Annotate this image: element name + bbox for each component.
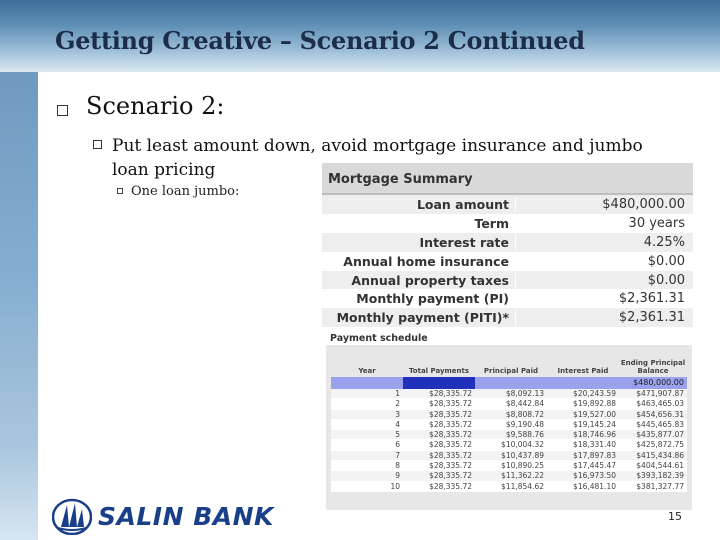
table-cell: $9,190.48 — [475, 420, 547, 430]
summary-label: Term — [474, 215, 509, 231]
table-cell: $17,897.83 — [547, 451, 619, 461]
bullet-one-loan-jumbo: One loan jumbo: — [131, 184, 240, 199]
table-cell: $18,331.40 — [547, 440, 619, 450]
table-row — [331, 430, 687, 440]
table-cell: $445,465.83 — [619, 420, 687, 430]
table-row — [331, 471, 687, 481]
table-row — [331, 440, 687, 450]
table-cell: $10,004.32 — [475, 440, 547, 450]
table-cell: $415,434.86 — [619, 451, 687, 461]
table-cell: 7 — [331, 451, 403, 461]
panel-fade — [38, 72, 78, 540]
table-cell: $425,872.75 — [619, 440, 687, 450]
summary-value: $2,361.31 — [515, 291, 693, 306]
table-cell: $28,335.72 — [403, 389, 475, 399]
table-cell: $28,335.72 — [403, 420, 475, 430]
payment-schedule-table — [331, 347, 687, 492]
table-cell: $454,656.31 — [619, 410, 687, 420]
table-cell: $8,092.13 — [475, 389, 547, 399]
table-cell: $9,588.76 — [475, 430, 547, 440]
summary-row — [322, 289, 693, 308]
table-cell: 2 — [331, 399, 403, 409]
summary-row — [322, 271, 693, 290]
payment-schedule-panel — [326, 330, 692, 510]
summary-value: $2,361.31 — [515, 310, 693, 325]
square-bullet-icon — [57, 105, 68, 116]
table-cell: $28,335.72 — [403, 451, 475, 461]
table-cell: 4 — [331, 420, 403, 430]
table-cell: 10 — [331, 482, 403, 492]
table-cell: 8 — [331, 461, 403, 471]
table-cell: $471,907.87 — [619, 389, 687, 399]
table-cell: $28,335.72 — [403, 430, 475, 440]
logo-text: SALIN BANK — [98, 501, 274, 531]
summary-row — [322, 233, 693, 252]
table-cell: $28,335.72 — [403, 471, 475, 481]
summary-value: 30 years — [515, 216, 693, 231]
small-square-bullet-icon — [117, 188, 123, 194]
mortgage-summary-title: Mortgage Summary — [322, 163, 693, 195]
table-cell: $8,442.84 — [475, 399, 547, 409]
schedule-header-cell: Total Payments — [408, 367, 470, 375]
table-cell: $8,808.72 — [475, 410, 547, 420]
summary-label: Monthly payment (PI) — [356, 291, 509, 307]
mortgage-summary-panel — [322, 163, 693, 329]
table-cell: $10,890.25 — [475, 461, 547, 471]
table-cell: 5 — [331, 430, 403, 440]
table-cell: $28,335.72 — [403, 461, 475, 471]
table-cell: $28,335.72 — [403, 482, 475, 492]
summary-label: Interest rate — [419, 234, 509, 250]
payment-schedule-title: Payment schedule — [326, 330, 692, 345]
salin-bank-logo — [52, 496, 274, 536]
initial-balance: $480,000.00 — [619, 377, 687, 389]
bullet-strategy: Put least amount down, avoid mortgage insurance and jumbo loan pricing — [112, 136, 643, 180]
table-cell: $10,437.89 — [475, 451, 547, 461]
table-cell: $28,335.72 — [403, 440, 475, 450]
side-ocean-background — [0, 72, 38, 540]
table-cell: $11,854.62 — [475, 482, 547, 492]
summary-label: Monthly payment (PITI)* — [336, 310, 509, 326]
square-bullet-icon — [93, 140, 102, 149]
table-cell: $19,527.00 — [547, 410, 619, 420]
table-cell: $463,465.03 — [619, 399, 687, 409]
summary-label: Loan amount — [416, 196, 509, 212]
bullet-scenario-2: Scenario 2: — [86, 92, 225, 120]
schedule-header-cell: Year — [358, 367, 376, 375]
summary-row — [322, 308, 693, 327]
table-cell: $20,243.59 — [547, 389, 619, 399]
schedule-header-cell: Interest Paid — [557, 367, 609, 375]
table-cell: $19,145.24 — [547, 420, 619, 430]
table-row — [331, 399, 687, 409]
summary-value: $0.00 — [515, 254, 693, 269]
summary-value: $0.00 — [515, 273, 693, 288]
summary-label: Annual home insurance — [343, 253, 509, 269]
schedule-initial-row — [331, 377, 687, 389]
table-cell: $11,362.22 — [475, 471, 547, 481]
summary-value: $480,000.00 — [515, 197, 693, 212]
table-cell: $28,335.72 — [403, 410, 475, 420]
table-cell: $16,481.10 — [547, 482, 619, 492]
summary-value: 4.25% — [515, 235, 693, 250]
table-row — [331, 410, 687, 420]
table-row — [331, 420, 687, 430]
schedule-header-cell: Principal Paid — [483, 367, 539, 375]
table-cell: $18,746.96 — [547, 430, 619, 440]
table-cell: 1 — [331, 389, 403, 399]
summary-row — [322, 214, 693, 233]
schedule-header-row — [331, 347, 687, 377]
table-row — [331, 461, 687, 471]
table-cell: 9 — [331, 471, 403, 481]
page-number: 15 — [668, 510, 682, 523]
table-cell: $17,445.47 — [547, 461, 619, 471]
table-row — [331, 451, 687, 461]
table-cell: $435,877.07 — [619, 430, 687, 440]
table-cell: 3 — [331, 410, 403, 420]
table-cell: $404,544.61 — [619, 461, 687, 471]
summary-label: Annual property taxes — [351, 272, 509, 288]
table-cell: $19,892.88 — [547, 399, 619, 409]
slide-title: Getting Creative – Scenario 2 Continued — [55, 26, 585, 55]
schedule-header-cell: Ending Principal Balance — [620, 359, 686, 375]
table-cell: $28,335.72 — [403, 399, 475, 409]
summary-row — [322, 252, 693, 271]
table-cell: $381,327.77 — [619, 482, 687, 492]
table-cell: $16,973.50 — [547, 471, 619, 481]
summary-row — [322, 195, 693, 214]
initial-highlight-cell — [403, 377, 475, 389]
table-cell: $393,182.39 — [619, 471, 687, 481]
table-cell: 6 — [331, 440, 403, 450]
table-row — [331, 389, 687, 399]
salin-sails-icon — [52, 497, 92, 535]
table-row — [331, 482, 687, 492]
